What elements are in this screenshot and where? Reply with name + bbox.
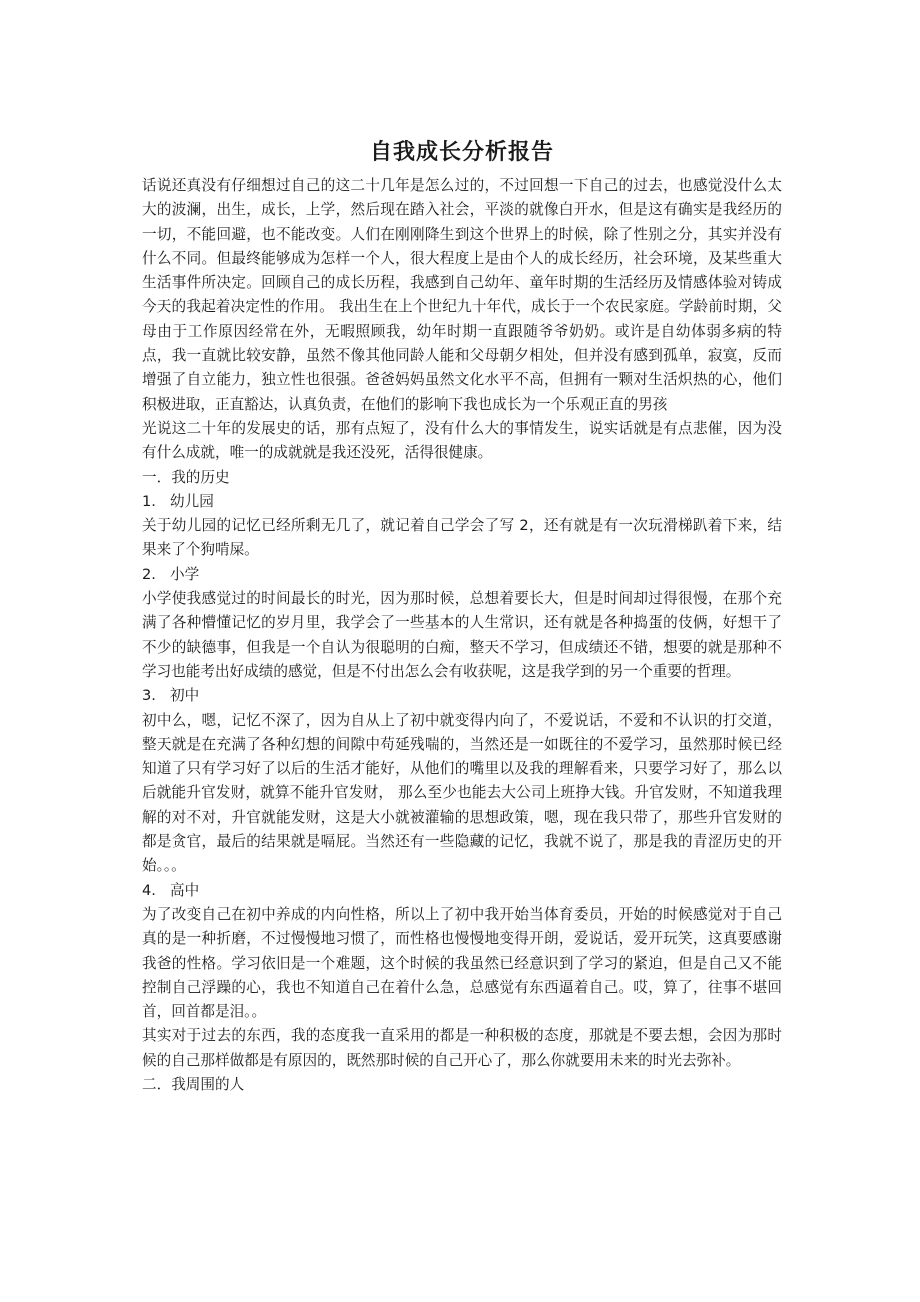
intro-paragraph: 话说还真没有仔细想过自己的这二十几年是怎么过的，不过回想一下自己的过去，也感觉没什么太大的波澜，出生，成长，上学，然后现在踏入社会，平淡的就像白开水，但是这有确实是我经历的一切，不能回避，也不能改变。人们在刚刚降生到这个世界上的时候，除了性别之分，其实并没有什么不同。但最终能够成为怎样一个人，很大程度上是由个人的成长经历，社会环境，及某些重大生活事件所决定。回顾自己的成长历程，我感到自己幼年、童年时期的生活经历及情感体验对铸成今天的我起着决定性的作用。 我出生在上个世纪九十年代，成长于一个农民家庭。学龄前时期，父母由于工作原因经常在外，无暇照顾我，幼年时期一直跟随爷爷奶奶。或许是自幼体弱多病的特点，我一直就比较安静，虽然不像其他同龄人能和父母朝夕相处，但并没有感到孤单，寂寞，反而增强了自立能力，独立性也很强。爸爸妈妈虽然文化水平不高，但拥有一颗对生活炽热的心，他们积极进取，正直豁达，认真负责，在他们的影响下我也成长为一个乐观正直的男孩 — [142, 177, 782, 413]
list-number: 1. — [142, 492, 156, 510]
section-heading-history: 一．我的历史 — [142, 468, 230, 486]
section-heading-people-around: 二．我周围的人 — [142, 1075, 245, 1093]
subsection-heading-junior-high — [142, 684, 782, 708]
subsection-heading-senior-high — [142, 879, 782, 903]
subsection-label: 小学 — [170, 565, 200, 583]
list-number: 3. — [142, 687, 156, 705]
subsection-label: 初中 — [170, 687, 200, 705]
document-page — [142, 138, 782, 1097]
junior-high-paragraph: 初中么，嗯，记忆不深了，因为自从上了初中就变得内向了，不爱说话，不爱和不认识的打交道，整天就是在充满了各种幻想的间隙中苟延残喘的，当然还是一如既往的不爱学习，虽然那时候已经知道了只有学习好了以后的生活才能好，从他们的嘴里以及我的理解看来，只要学习好了，那么以后就能升官发财，就算不能升官发财， 那么至少也能去大公司上班挣大钱。升官发财，不知道我理解的对不对，升官就能发财，这是大小就被灌输的思想政策，嗯，现在我只带了，那些升官发财的都是贪官，最后的结果就是嗝屁。当然还有一些隐藏的记忆，我就不说了，那是我的青涩历史的开始。。。 — [142, 711, 782, 875]
subsection-heading-primary-school — [142, 563, 782, 587]
reflection-paragraph: 其实对于过去的东西，我的态度我一直采用的都是一种积极的态度，那就是不要去想，会因为那时候的自己那样做都是有原因的，既然那时候的自己开心了，那么你就要用未来的时光去弥补。 — [142, 1027, 782, 1069]
list-number: 2. — [142, 565, 156, 583]
primary-school-paragraph: 小学使我感觉过的时间最长的时光，因为那时候，总想着要长大，但是时间却过得很慢，在那个充满了各种懵懂记忆的岁月里，我学会了一些基本的人生常识，还有就是各种捣蛋的伎俩，好想干了不少的缺德事，但我是一个自认为很聪明的白痴，整天不学习，但成绩还不错，想要的就是那种不学习也能考出好成绩的感觉，但是不付出怎么会有收获呢，这是我学到的另一个重要的哲理。 — [142, 590, 782, 680]
kindergarten-paragraph: 关于幼儿园的记忆已经所剩无几了，就记着自己学会了写 2，还有就是有一次玩滑梯趴着下来，结果来了个狗啃屎。 — [142, 517, 782, 559]
subsection-label: 高中 — [170, 881, 200, 899]
subsection-heading-kindergarten — [142, 490, 782, 514]
list-number: 4. — [142, 881, 156, 899]
subsection-label: 幼儿园 — [170, 492, 214, 510]
intro-paragraph-2: 光说这二十年的发展史的话，那有点短了，没有什么大的事情发生，说实话就是有点悲催，因为没有什么成就，唯一的成就就是我还没死，活得很健康。 — [142, 419, 782, 462]
senior-high-paragraph: 为了改变自己在初中养成的内向性格，所以上了初中我开始当体育委员，开始的时候感觉对于自己真的是一种折磨，不过慢慢地习惯了，而性格也慢慢地变得开朗，爱说话，爱开玩笑，这真要感谢我爸的性格。学习依旧是一个难题，这个时候的我虽然已经意识到了学习的紧迫，但是自己又不能控制自己浮躁的心，我也不知道自己在着什么急，总感觉有东西逼着自己。哎，算了，往事不堪回首，回首都是泪。。 — [142, 905, 782, 1021]
document-title: 自我成长分析报告 — [369, 140, 554, 165]
